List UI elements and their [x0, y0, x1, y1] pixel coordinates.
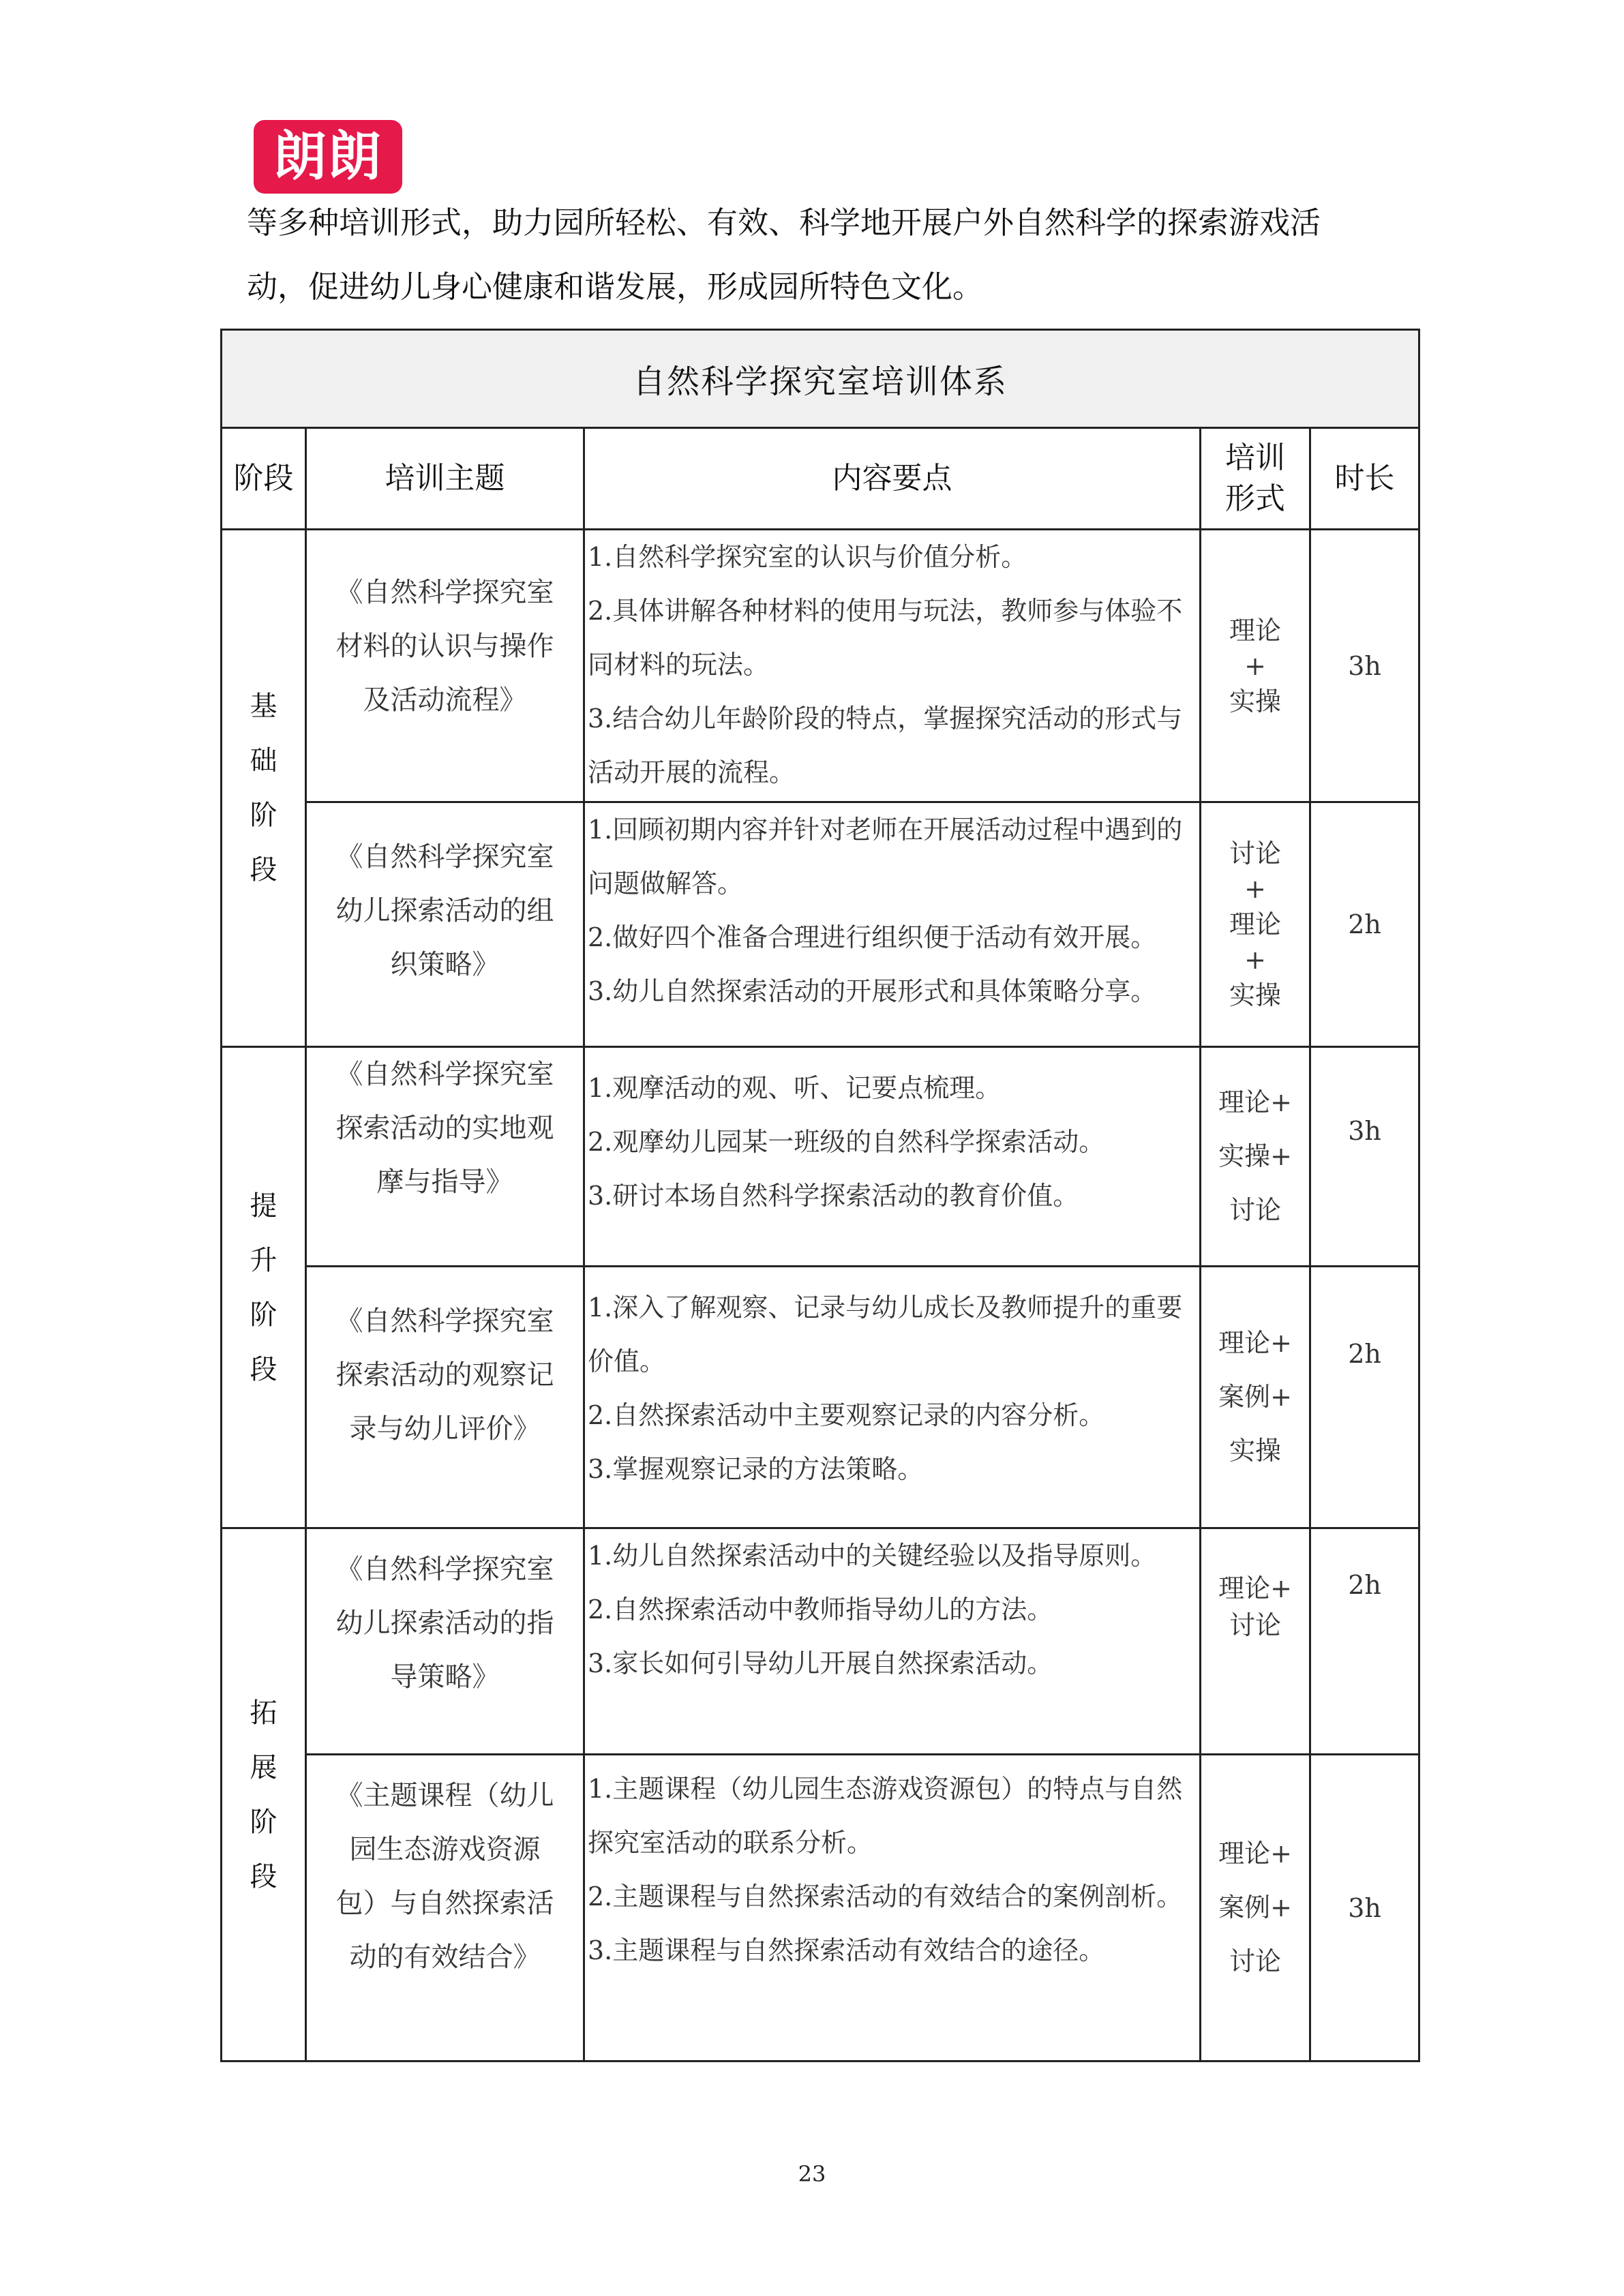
form-cell — [1201, 1528, 1310, 1755]
table-header-row — [222, 428, 1419, 530]
content-cell — [584, 1528, 1201, 1755]
form-line: 理论+ — [1218, 1087, 1292, 1117]
training-system-table — [220, 329, 1420, 2062]
content-cell — [584, 1755, 1201, 2061]
stage-char: 阶 — [250, 1299, 277, 1331]
topic-line: 园生态游戏资源 — [349, 1834, 541, 1865]
topic-line: 《自然科学探究室 — [335, 577, 554, 608]
content-cell — [584, 802, 1201, 1047]
topic-line: 摩与指导》 — [376, 1166, 513, 1198]
topic-cell — [306, 1755, 584, 2061]
intro-line: 动，促进幼儿身心健康和谐发展，形成园所特色文化。 — [247, 269, 984, 305]
topic-cell — [306, 530, 584, 802]
form-line: 讨论 — [1229, 1946, 1281, 1976]
brand-logo: 朗朗 — [254, 120, 402, 194]
form-line: 案例+ — [1218, 1382, 1292, 1412]
header-form-line: 形式 — [1225, 481, 1285, 516]
stage-char: 础 — [250, 745, 277, 776]
stage-cell — [222, 530, 306, 1047]
form-line: 理论+ — [1218, 1573, 1292, 1603]
content-item: 3.幼儿自然探索活动的开展形式和具体策略分享。 — [588, 976, 1157, 1006]
duration-cell: 2h — [1310, 1267, 1419, 1528]
topic-line: 幼儿探索活动的组 — [335, 895, 554, 926]
page-number: 23 — [798, 2161, 826, 2187]
stage-char: 阶 — [250, 800, 277, 831]
form-line: 理论+ — [1218, 1328, 1292, 1358]
form-line: + — [1244, 945, 1266, 975]
content-item: 1.幼儿自然探索活动中的关键经验以及指导原则。 — [588, 1541, 1157, 1571]
topic-line: 《主题课程（幼儿 — [335, 1780, 554, 1811]
topic-line: 幼儿探索活动的指 — [335, 1607, 554, 1639]
topic-line: 《自然科学探究室 — [335, 841, 554, 873]
topic-line: 织策略》 — [390, 949, 500, 980]
topic-cell — [306, 1047, 584, 1267]
content-item: 3.掌握观察记录的方法策略。 — [588, 1454, 924, 1484]
content-item: 3.家长如何引导幼儿开展自然探索活动。 — [588, 1648, 1053, 1678]
table-row — [222, 1047, 1419, 1267]
form-line: 实操+ — [1218, 1141, 1292, 1171]
form-cell — [1201, 1755, 1310, 2061]
table-row — [222, 1528, 1419, 1755]
content-cell — [584, 1047, 1201, 1267]
content-item: 3.结合幼儿年龄阶段的特点，掌握探究活动的形式与活动开展的流程。 — [588, 704, 1183, 787]
topic-line: 录与幼儿评价》 — [349, 1413, 541, 1445]
duration-cell: 3h — [1310, 530, 1419, 802]
form-line: 实操 — [1229, 686, 1281, 716]
duration-cell: 2h — [1310, 802, 1419, 1047]
topic-line: 《自然科学探究室 — [335, 1059, 554, 1090]
stage-char: 拓 — [250, 1697, 277, 1729]
content-item: 3.主题课程与自然探索活动有效结合的途径。 — [588, 1935, 1105, 1965]
duration-cell: 3h — [1310, 1047, 1419, 1267]
form-cell — [1201, 1047, 1310, 1267]
form-line: 理论+ — [1218, 1839, 1292, 1869]
content-item: 1.观摩活动的观、听、记要点梳理。 — [588, 1073, 1002, 1103]
form-line: 理论 — [1229, 909, 1281, 939]
form-line: + — [1244, 650, 1266, 681]
content-item: 2.具体讲解各种材料的使用与玩法，教师参与体验不同材料的玩法。 — [588, 596, 1183, 680]
content-cell — [584, 530, 1201, 802]
content-item: 2.自然探索活动中教师指导幼儿的方法。 — [588, 1595, 1053, 1625]
form-line: 理论 — [1229, 615, 1281, 646]
form-cell — [1201, 802, 1310, 1047]
stage-cell — [222, 1528, 306, 2061]
header-content: 内容要点 — [584, 428, 1201, 530]
content-item: 2.做好四个准备合理进行组织便于活动有效开展。 — [588, 922, 1157, 952]
intro-paragraph — [247, 191, 1406, 319]
topic-line: 包）与自然探索活 — [335, 1888, 554, 1919]
table-row — [222, 1267, 1419, 1528]
stage-char: 段 — [250, 1860, 277, 1892]
content-cell — [584, 1267, 1201, 1528]
stage-char: 基 — [250, 691, 277, 722]
content-item: 1.回顾初期内容并针对老师在开展活动过程中遇到的问题做解答。 — [588, 815, 1183, 898]
stage-char: 提 — [250, 1190, 277, 1222]
table-row — [222, 802, 1419, 1047]
topic-line: 《自然科学探究室 — [335, 1554, 554, 1585]
stage-cell — [222, 1047, 306, 1528]
topic-line: 导策略》 — [390, 1661, 500, 1693]
stage-char: 段 — [250, 854, 277, 886]
stage-char: 展 — [250, 1751, 277, 1783]
header-stage: 阶段 — [222, 428, 306, 530]
stage-char: 段 — [250, 1353, 277, 1385]
topic-cell — [306, 802, 584, 1047]
form-line: 讨论 — [1229, 839, 1281, 868]
topic-line: 探索活动的观察记 — [335, 1359, 554, 1391]
content-item: 2.观摩幼儿园某一班级的自然科学探索活动。 — [588, 1127, 1105, 1157]
topic-line: 及活动流程》 — [363, 684, 527, 716]
topic-cell — [306, 1528, 584, 1755]
topic-line: 《自然科学探究室 — [335, 1305, 554, 1337]
form-line: 讨论 — [1229, 1610, 1281, 1640]
form-cell — [1201, 530, 1310, 802]
content-item: 1.自然科学探究室的认识与价值分析。 — [588, 542, 1027, 572]
duration-cell: 3h — [1310, 1755, 1419, 2061]
content-item: 2.自然探索活动中主要观察记录的内容分析。 — [588, 1400, 1105, 1430]
intro-line: 等多种培训形式，助力园所轻松、有效、科学地开展户外自然科学的探索游戏活 — [247, 205, 1321, 241]
content-item: 3.研讨本场自然科学探索活动的教育价值。 — [588, 1181, 1079, 1211]
form-line: 实操 — [1229, 1436, 1281, 1466]
topic-line: 动的有效结合》 — [349, 1942, 541, 1973]
content-item: 2.主题课程与自然探索活动的有效结合的案例剖析。 — [588, 1882, 1183, 1912]
form-cell — [1201, 1267, 1310, 1528]
header-form — [1201, 428, 1310, 530]
topic-line: 材料的认识与操作 — [335, 631, 554, 662]
form-line: 实操 — [1229, 980, 1281, 1010]
table-row — [222, 1755, 1419, 2061]
content-item: 1.深入了解观察、记录与幼儿成长及教师提升的重要价值。 — [588, 1293, 1183, 1376]
content-item: 1.主题课程（幼儿园生态游戏资源包）的特点与自然探究室活动的联系分析。 — [588, 1774, 1183, 1858]
header-topic: 培训主题 — [306, 428, 584, 530]
topic-line: 探索活动的实地观 — [335, 1113, 554, 1144]
table-title: 自然科学探究室培训体系 — [222, 330, 1419, 428]
stage-char: 升 — [250, 1244, 277, 1276]
form-line: 案例+ — [1218, 1892, 1292, 1922]
duration-cell: 2h — [1310, 1528, 1419, 1755]
header-duration: 时长 — [1310, 428, 1419, 530]
table-row — [222, 530, 1419, 802]
form-line: + — [1244, 874, 1266, 904]
topic-cell — [306, 1267, 584, 1528]
stage-char: 阶 — [250, 1806, 277, 1838]
header-form-line: 培训 — [1225, 440, 1285, 475]
form-line: 讨论 — [1229, 1195, 1281, 1225]
